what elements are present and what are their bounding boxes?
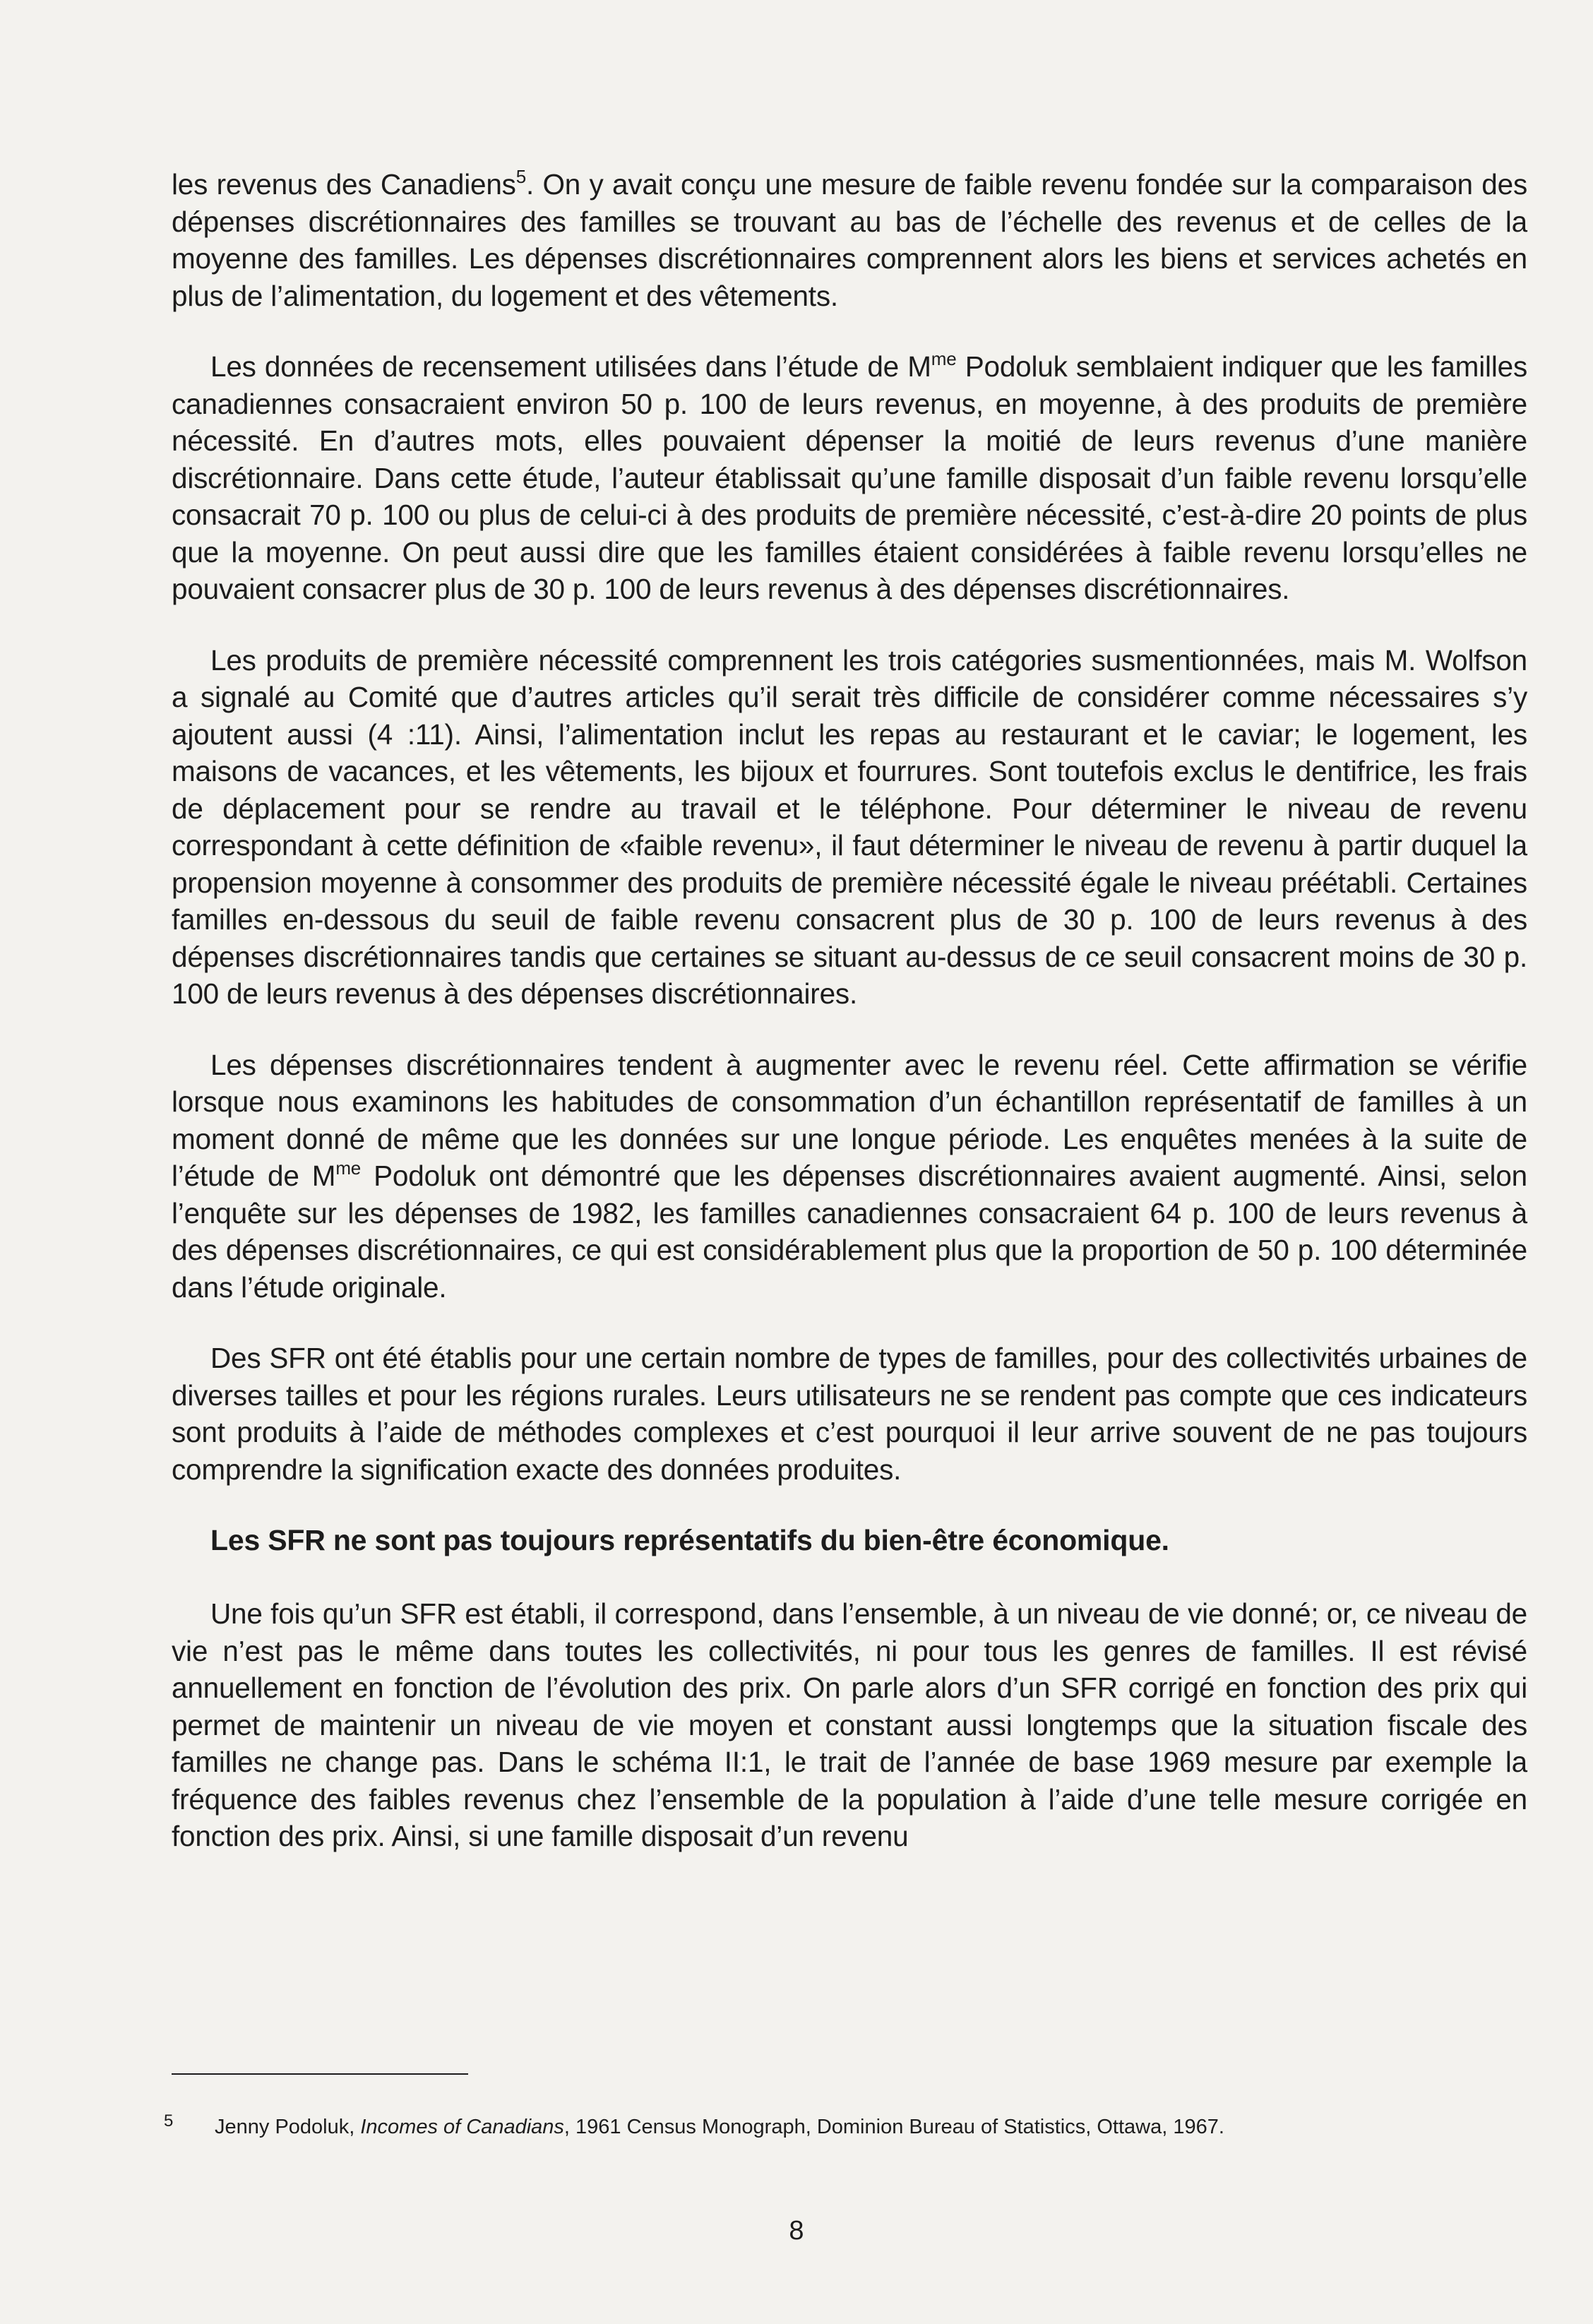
paragraph-5: Des SFR ont été établis pour une certain nombre de types de familles, pour des collectivités urbaines de diverses tailles et pour les régions rurales. Leurs utilisateurs ne se rendent pas compte que ces indicateurs sont produits à l’aide de méthodes complexes et c’est pourquoi il leur arrive souvent de ne pas toujours comprendre la signification exacte des données produites.: [172, 1342, 1527, 1486]
footnote-divider: [172, 2073, 468, 2075]
footnote-text: Jenny Podoluk, Incomes of Canadians, 1961 Census Monograph, Dominion Bureau of Statistics, Ottawa, 1967.: [215, 2116, 1224, 2138]
footnote-number: 5: [164, 2111, 174, 2131]
paragraph-2: Les données de recensement utilisées dans l’étude de $M^{me}$ Podoluk semblaient indiquer que les familles canadiennes consacraient environ 50 p. 100 de leurs revenus, en moyenne, à des produits de première nécessité. En d’autres mots, elles pouvaient dépenser la moitié de leurs revenus d’une manière discrétionnaire. Dans cette étude, l’auteur établissait qu’une famille disposait d’un faible revenu lorsqu’elle consacrait 70 p. 100 ou plus de celui-ci à des produits de première nécessité, c’est-à-dire 20 points de plus que la moyenne. On peut aussi dire que les familles étaient considérées à faible revenu lorsqu’elles ne pouvaient consacrer plus de 30 p. 100 de leurs revenus à des dépenses discrétionnaires.: [172, 348, 1527, 605]
paragraph-6: Une fois qu’un SFR est établi, il correspond, dans l’ensemble, à un niveau de vie donné; or, ce niveau de vie n’est pas le même dans toutes les collectivités, ni pour tous les genres de familles. Il est révisé annuellement en fonction de l’évolution des prix. On parle alors d’un SFR corrigé en fonction des prix qui permet de maintenir un niveau de vie moyen et constant aussi longtemps que la situation fiscale des familles ne change pas. Dans le schéma II:1, le trait de l’année de base 1969 mesure par exemple la fréquence des faibles revenus chez l’ensemble de la population à l’aide d’une telle mesure corrigée en fonction des prix. Ainsi, si une famille disposait d’un revenu: [172, 1597, 1527, 1852]
paragraph-1: les revenus des Canadiens$^5$. On y avait conçu une mesure de faible revenu fondée sur la comparaison des dépenses discrétionnaires des familles se trouvant au bas de l’échelle des revenus et de celles de la moyenne des familles. Les dépenses discrétionnaires comprennent alors les biens et services achetés en plus de l’alimentation, du logement et des vêtements.: [172, 166, 1527, 312]
page-number: 8: [789, 2216, 804, 2246]
paragraph-3: Les produits de première nécessité comprennent les trois catégories susmentionnées, mais M. Wolfson a signalé au Comité que d’autres articles qu’il serait très difficile de considérer comme nécessaires s’y ajoutent aussi (4 :11). Ainsi, l’alimentation inclut les repas au restaurant et le caviar; le logement, les maisons de vacances, et les vêtements, les bijoux et fourrures. Sont toutefois exclus le dentifrice, les frais de déplacement pour se rendre au travail et le téléphone. Pour déterminer le niveau de revenu correspondant à cette définition de «faible revenu», il faut déterminer le niveau de revenu à partir duquel la propension moyenne à consommer des produits de première nécessité égale le niveau préétabli. Certaines familles en-dessous du seuil de faible revenu consacrent plus de 30 p. 100 de leurs revenus à des dépenses discrétionnaires tandis que certaines se situant au-dessus de ce seuil consacrent moins de 30 p. 100 de leurs revenus à des dépenses discrétionnaires.: [172, 643, 1527, 1010]
section-heading: Les SFR ne sont pas toujours représentatifs du bien-être économique.: [210, 1524, 1169, 1556]
document-body: [172, 166, 1527, 1889]
footnote-reference: 5: [515, 166, 526, 187]
footnote-book-title: Incomes of Canadians: [360, 2116, 564, 2138]
paragraph-4: Les dépenses discrétionnaires tendent à augmenter avec le revenu réel. Cette affirmation se vérifie lorsque nous examinons les habitudes de consommation d’un échantillon représentatif de familles à un moment donné de même que les données sur une longue période. Les enquêtes menées à la suite de l’étude de $M^{me}$ Podoluk ont démontré que les dépenses discrétionnaires avaient augmenté. Ainsi, selon l’enquête sur les dépenses de 1982, les familles canadiennes consacraient 64 p. 100 de leurs revenus à des dépenses discrétionnaires, ce qui est considérablement plus que la proportion de 50 p. 100 déterminée dans l’étude originale.: [172, 1048, 1528, 1304]
